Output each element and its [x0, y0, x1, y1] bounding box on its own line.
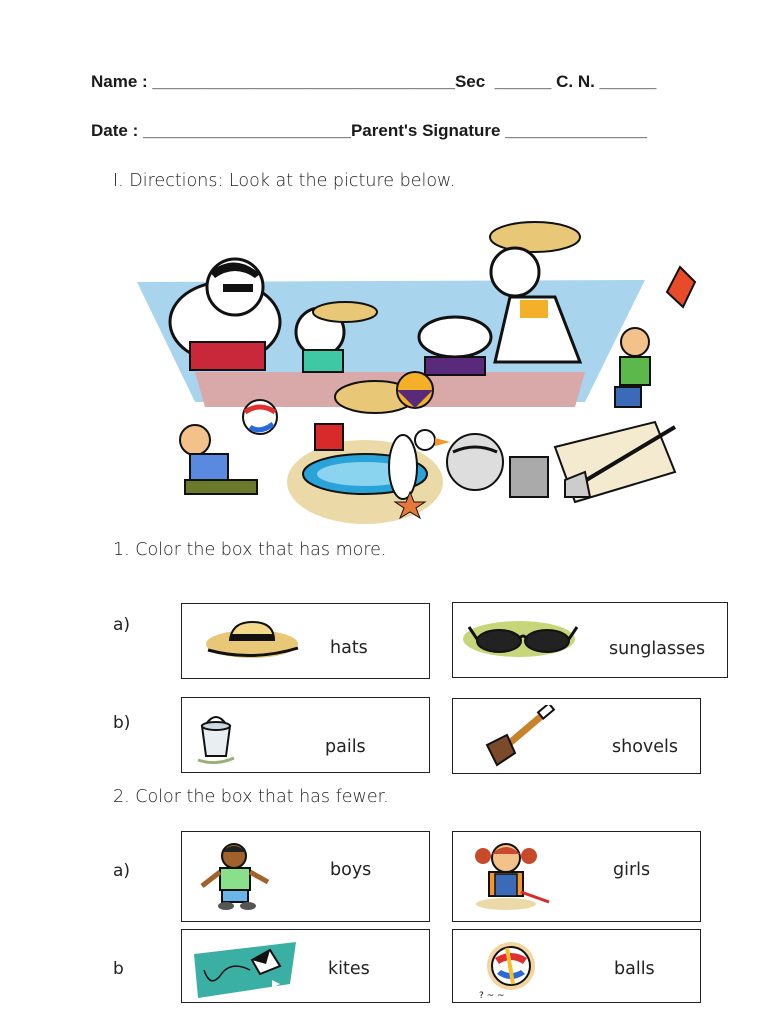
kite-icon — [190, 940, 300, 998]
q2-b-left-box[interactable] — [181, 929, 430, 1003]
q2-b-right-box[interactable] — [452, 929, 701, 1003]
question-1-prompt: 1. Color the box that has more. — [113, 540, 387, 560]
q2-b-left-word: kites — [328, 959, 370, 979]
q1-a-label: a) — [113, 615, 131, 635]
q2-b-label: b — [113, 959, 124, 979]
name-line: Name : ________________________________Sec ______ C. N. ______ — [91, 72, 657, 91]
boy-icon — [192, 842, 276, 912]
q2-a-right-box[interactable] — [452, 831, 701, 922]
sunglasses-icon — [463, 617, 581, 661]
girl-icon — [463, 840, 553, 914]
q1-a-left-box[interactable] — [181, 603, 430, 679]
date-line: Date : ______________________Parent's Signature _______________ — [91, 121, 648, 140]
q1-b-right-box[interactable] — [452, 698, 701, 774]
q1-b-right-word: shovels — [612, 737, 679, 757]
q2-a-left-box[interactable] — [181, 831, 430, 922]
q1-a-right-word: sunglasses — [609, 639, 706, 659]
q1-b-label: b) — [113, 713, 131, 733]
q1-b-left-word: pails — [325, 737, 366, 757]
q1-a-left-word: hats — [330, 638, 368, 658]
question-2-prompt: 2. Color the box that has fewer. — [113, 787, 389, 807]
shovel-icon — [483, 705, 557, 767]
directions-text: I. Directions: Look at the picture below. — [113, 171, 456, 191]
pail-icon — [194, 710, 238, 764]
q2-b-right-word: balls — [614, 959, 655, 979]
beach-scene-illustration — [135, 212, 700, 532]
hat-icon — [204, 618, 302, 662]
q1-a-right-box[interactable] — [452, 602, 728, 678]
q2-a-right-word: girls — [613, 860, 651, 880]
q2-a-label: a) — [113, 861, 131, 881]
q1-b-left-box[interactable] — [181, 697, 430, 773]
q2-a-left-word: boys — [330, 860, 372, 880]
svg-text:? ~ ~: ? ~ ~ — [479, 991, 505, 1000]
ball-icon — [479, 940, 543, 1000]
